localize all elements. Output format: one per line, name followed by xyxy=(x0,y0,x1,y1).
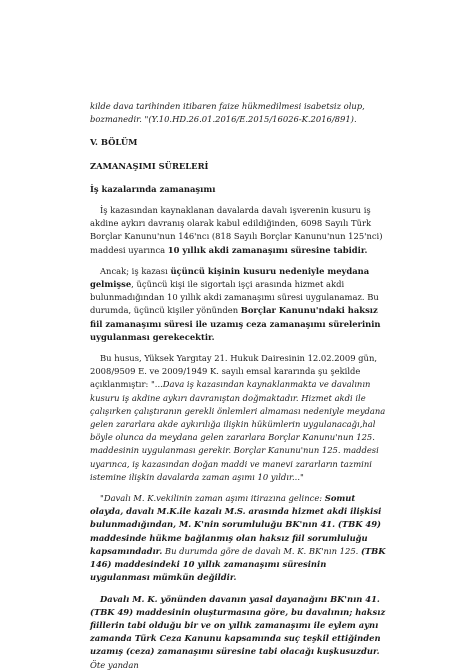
p5-italic: Öte yandan xyxy=(90,659,139,670)
p4-bold-2: (TBK 146) maddesindeki 10 yıllık zamanaşımı süresinin uygulanması mümkün değildir. xyxy=(90,545,386,583)
p3-text: Bu husus, Yüksek Yargıtay 21. Hukuk Dairesinin 12.02.2009 gün, 2008/9509 E. ve 2009/1949 K. sayılı emsal kararında şu şekilde açıklanmıştır: xyxy=(90,353,377,390)
p3-quote: "...Dava iş kazasından kaynaklanmakta ve davalının kusuru iş akdine aykırı davranıştan doğmaktadır. Hizmet akdi ile çalışırken çalıştıranın gerekli önlemleri almaması nedeniyle meydana gelen zararlara akde aykırılığa ilişkin hükümlerin uygulanacağı,hal böyle olunca da meydana gelen zararlara Borçlar Kanunu'nun 125. maddesinin uygulanması gerekir. Borçlar Kanunu'nun 125. maddesi uyarınca, iş kazasından doğan maddi ve manevi zararların tazmini istemine ilişkin davalarda zaman aşımı 10 yıldır..." xyxy=(90,379,386,482)
paragraph-3 xyxy=(90,352,388,484)
p2-text-1: Ancak; iş kazası xyxy=(100,265,171,276)
p1-bold: 10 yıllık akdi zamanaşımı süresine tabidir. xyxy=(167,244,368,255)
text-block xyxy=(90,100,388,672)
chapter-heading: V. BÖLÜM xyxy=(90,137,138,148)
p4-bold-1: Somut olayda, davalı M.K.ile kazalı M.S. arasında hizmet akdi ilişkisi bulunmadığından, M. K'nin sorumluluğu BK'nın 41. (TBK 49) maddesinde hükme bağlanmış olan haksız fiil sorumluluğu kapsamındadır. xyxy=(90,493,382,556)
p2-text-2: , üçüncü kişi ile sigortalı işçi arasında hizmet akdi bulunmadığından 10 yıllık akdi zamanaşımı süresi uygulanamaz. Bu durumda, üçüncü kişiler yönünden xyxy=(90,279,379,316)
section-heading: ZAMANAŞIMI SÜRELERİ xyxy=(90,160,209,171)
p4-italic-2: Bu durumda göre de davalı M. K. BK'nın 125. xyxy=(162,545,361,556)
p2-bold-1: üçüncü kişinin kusuru nedeniyle meydana gelmişse xyxy=(90,265,370,290)
paragraph-4 xyxy=(90,492,388,584)
paragraph-2 xyxy=(90,265,388,344)
p5-bold: Davalı M. K. yönünden davanın yasal dayanağını BK'nın 41. (TBK 49) maddesinin oluşturmasına göre, bu davalının; haksız fiillerin tabi olduğu bir ve on yıllık zamanaşımı ile eylem aynı zamanda Türk Ceza Kanunu kapsamında suç teşkil ettiğinden uzamış (ceza) zamanaşımı süresine tabi olacağı kuşkusuzdur. xyxy=(90,593,386,657)
subsection-heading: İş kazalarında zamanaşımı xyxy=(90,183,216,194)
paragraph-1 xyxy=(90,204,388,257)
paragraph-5 xyxy=(90,593,388,672)
p1-text: İş kazasından kaynaklanan davalarda davalı işverenin kusuru iş akdine aykırı davranış olarak kabul edildiğinden, 6098 Sayılı Türk Borçlar Kanunu'nun 146'ncı (818 Sayılı Borçlar Kanunu'nun 125'nci) maddesi uyarınca xyxy=(90,205,383,255)
intro-paragraph: kilde dava tarihinden itibaren faize hükmedilmesi isabetsiz olup, bozmanedir. "(Y.10.HD.26.01.2016/E.2015/16026-K.2016/891). xyxy=(90,101,365,125)
p2-bold-2: Borçlar Kanunu'ndaki haksız fiil zamanaşımı süresi ile uzamış ceza zamanaşımı sürelerinin uygulanması gerekecektir. xyxy=(90,305,381,342)
p4-italic-1: "Davalı M. K.vekilinin zaman aşımı itirazına gelince: xyxy=(100,493,325,504)
